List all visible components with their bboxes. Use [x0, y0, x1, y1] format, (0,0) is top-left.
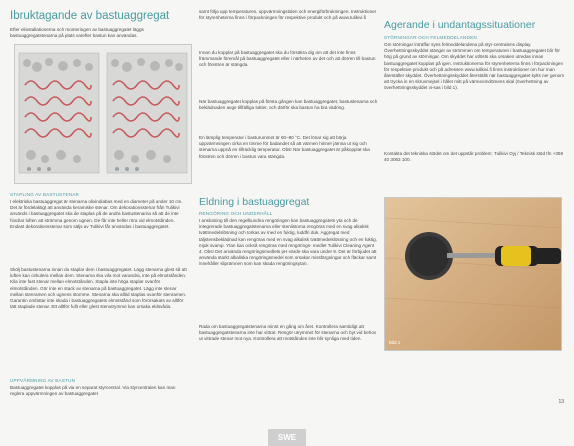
stones-paragraph-1: I elektriska bastuaggregat är stenarna olivindiabas med en diameter på under 10 cm. Det är fördelaktigt att använda keramiske stenar. Om dekorationsstenar från Tulikivi används i bastuaggregatet ska de staplas på de andra bastustenarna så att de inte hindrar luften att strömma genom ugnen. De får inte heller röra vid elmotstånden. Endast dekorationsstenar som säljs av Tulikivi får användas i bastuaggregatet.	[10, 199, 183, 229]
language-tab: SWE	[268, 429, 306, 446]
heating-paragraph-2: Innan du kopplar på bastuaggregatet ska du försäkra dig om att det inte finns främmande föremål på bastuaggregatet eller i närheten av det och att dörren till bastun och fönstren är stängda.	[199, 50, 376, 68]
page-number: 13	[558, 399, 564, 405]
cleaning-paragraph-2: Rada om bastuaggregatstenarna minst en gång om året. Kontrollera samtidigt att bastuaggregatstenarna inte har vittrat. Rengör utrymmet för stenarna och byt vid behov ut vittrade stenar mot nya. Kontrollera att motstånden inte blir synliga med tiden.	[199, 324, 377, 342]
sauna-heater-illustration-icon	[15, 45, 191, 183]
sauna-heater-photo-1	[14, 44, 192, 184]
section-heading-heating: UPPVÄRMNING AV BASTUN	[10, 378, 76, 383]
heating-paragraph-1: Bastuaggregatet kopplas på via en separat styrcentral. Via styrcentralen kan man reglera uppvärmningen av bastuaggregatet	[10, 385, 176, 397]
errors-paragraph-2: Kontakta det tekniska stödet om det uppstår problem: Tulikivi Oyj / Teknisk stöd tfn +358 40 3063 100.	[384, 151, 564, 163]
errors-paragraph-1: Om störningar inträffar syns felmeddelandena på styr-centralens display. Överhettningsskyddet stänger av strömmen om temperaturen i bastuaggregatet blir för hög på grund av störningar. Om skyddet har utlösts ska orsaken utredas innan bastuaggregatet kopplas på igen. Instruktionerna för styrenheterna finns i förpackningen för respektive produkt och på adressen www.tulikivi.fi finns instruktioner om hur man återställer skyddet. Överhettningsskyddet återställs när bastuaggregatet kylts ner genom att trycka in en skruvmejsel i hålet mitt på värmeomdömens skal (överhettning av överhettningsskyddet vi-sas i bild 1).	[384, 42, 565, 91]
cleaning-paragraph-1: I anslutning till den regelbundna rengöringen kan bastuaggregatets yta och de integrerade bastuaggregatstenarna eller stenlistorna rengöras med en svag alkalisk tvättmedelslösning och torkas av med en fuktig, luddfri duk. Aggregat med täljstensbeklädnad kan rengöras med en svag alkalisk tvättmedelslösning och en fuktig, mjuk svamp. Ytan kan också rengöras med rengörings- medlet Tulikivi Cleaning Agent 4. Obs! Det använda rengöringsmedlets pH-värde ska vara under 9. Det är förbjudet att använda starkt alkaliska rengöringsmedel som orsakar missfärgningar och fläckar samt innehåller sliprämnen som kan skada rengöringsytan.	[199, 218, 377, 267]
stones-paragraph-2: Skölj bastustenarna innan du staplar dem i bastuaggregatet. Lägg stenarna glest så att luften kan cirkulera mellan dem. Stenarna ska vila mot varandra, inte på elmotstånden. Kila inte fast stenar mellan elmotstånden. Stapla inte höga staplar ovanför elmotstånden. Gör inte en stack av stenarna på bastuaggregatet. Lägg inte stenar mellan stenramen och ugnens stomme. Stenarna ska alltid staplas ovanför stenramen. Garantin omfattar inte skada i bastuaggregatets elmotstånd som förorsakats av alltför tätt staplade stenar. Ett alltför fullt eller glest stenutrymme kan orsaka eldsvåda.	[10, 267, 187, 310]
reset-screwdriver-photo	[384, 197, 562, 351]
section-heading-cleaning: RENGÖRING OCH UNDERHÅLL	[199, 211, 273, 216]
section-title-firing: Eldning i bastuaggregat	[199, 196, 310, 208]
photo-caption: Bild 1	[389, 340, 401, 345]
section-heading-stones: STAPLING AV BASTUSTENAR	[10, 192, 80, 197]
heating-paragraph-3: När bastuaggregatet kopplas på första gången kan bastuaggregatet, bastustenarna och beklädnaden avge tillfälliga lukter, och därför ska bastun ha bra vädring.	[199, 99, 378, 111]
heating-paragraph-cont: samt följa upp temperaturen, uppvärmningstiden och energiförbrukningen. Instruktioner för styrenheterna finns i förpackningen för respektive produkt och på www.tulikivi.fi	[199, 9, 377, 21]
section-title-exceptions: Agerande i undantagssituationer	[384, 19, 536, 31]
page-title: Ibruktagande av bastuaggregat	[10, 10, 170, 22]
screwdriver-illustration-icon	[385, 198, 561, 350]
heating-paragraph-4: En lämplig temperatur i basturummet är 60–80 °C. Det lönar sig att börja uppvärmningen cirka en timme för badandet så att värmen hinner jämna ut sig och stenarna uppnå en tillräcklig temperatur. Obs! När bastuaggregatet är påkopplat ska fönstren och dörren i bastun vara stängda.	[199, 135, 370, 159]
intro-text: Efter elinstallationerna och monteringen av bastuaggregatet läggs bastuaggregatstenarna på plats varefter bastun kan användas.	[10, 27, 144, 39]
section-heading-errors: STÖRNINGAR OCH FELMEDDELANDEN	[384, 35, 477, 40]
